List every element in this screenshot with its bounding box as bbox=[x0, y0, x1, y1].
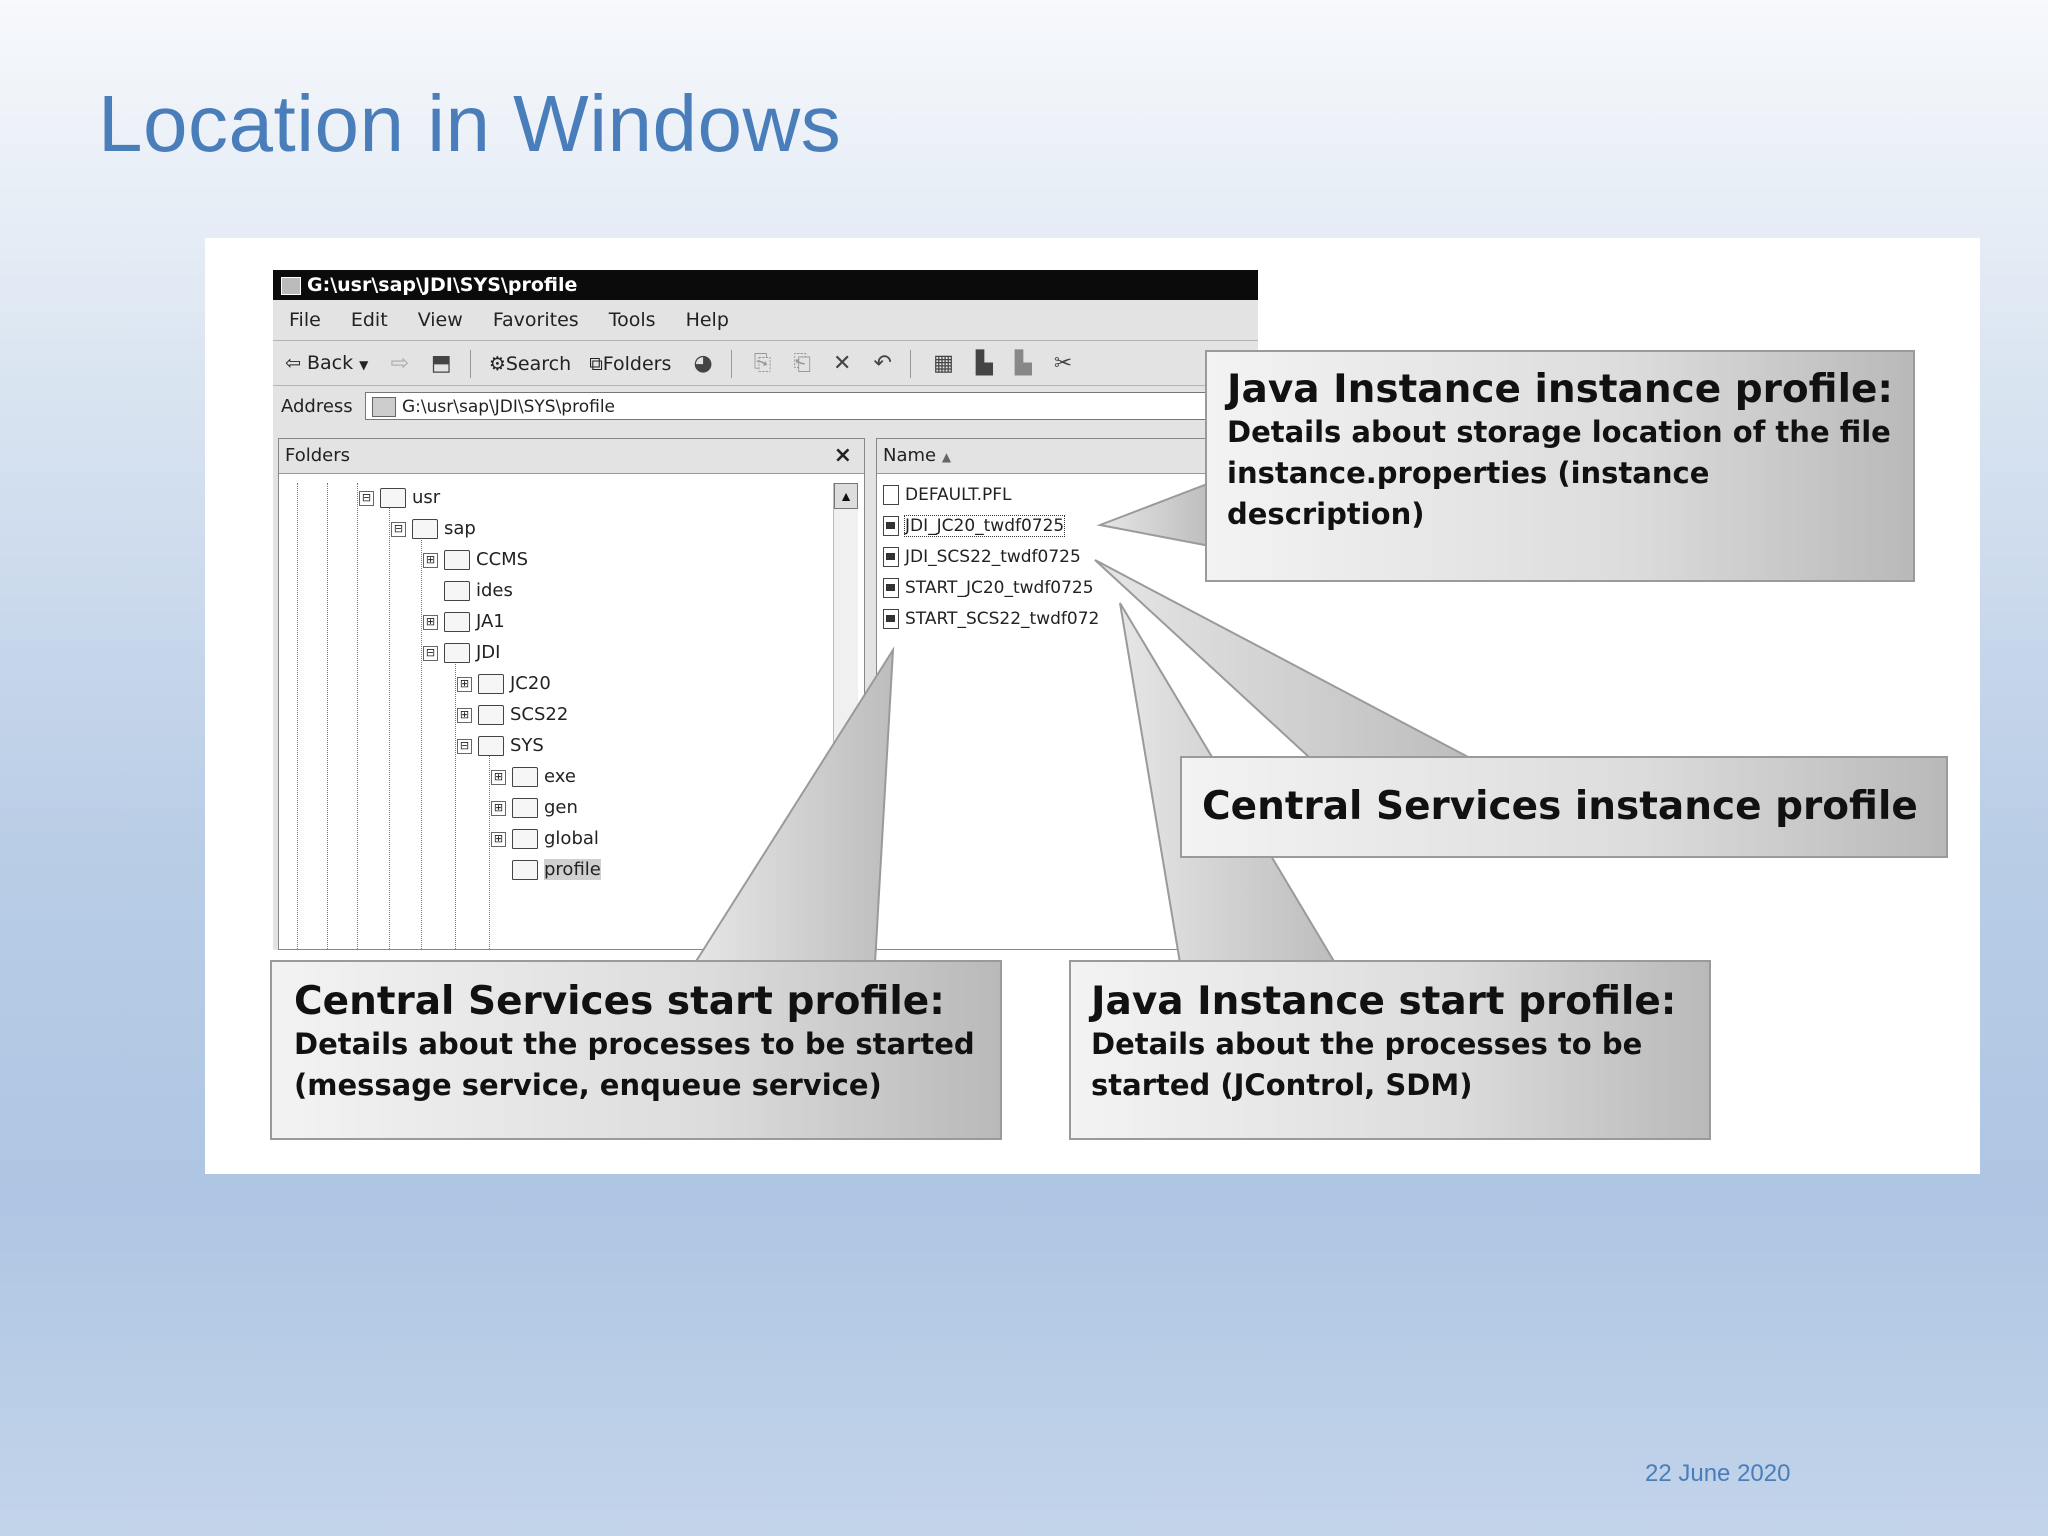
tree-item-jc20[interactable]: ⊞ JC20 bbox=[457, 669, 551, 699]
callout-java-instance-instance-profile bbox=[1205, 350, 1915, 582]
menu-file[interactable]: File bbox=[289, 309, 321, 331]
back-arrow-icon: ⇦ bbox=[285, 352, 301, 374]
screenshot-figure bbox=[205, 238, 1980, 1174]
forward-arrow-icon[interactable]: ⇨ bbox=[390, 351, 409, 376]
address-label: Address bbox=[281, 396, 353, 417]
folders-label: Folders bbox=[602, 353, 672, 375]
copy-to-icon[interactable]: ⎗ bbox=[793, 351, 811, 376]
tree-item-sys[interactable]: ⊟ SYS bbox=[457, 731, 544, 761]
window-title: G:\usr\sap\JDI\SYS\profile bbox=[307, 274, 578, 296]
expand-icon[interactable]: ⊞ bbox=[491, 770, 506, 785]
pointer-central-services-start bbox=[695, 650, 893, 963]
tree-item-exe[interactable]: ⊞ exe bbox=[491, 762, 576, 792]
file-row[interactable]: JDI_SCS22_twdf0725 bbox=[883, 543, 1081, 571]
menu-edit[interactable]: Edit bbox=[350, 309, 388, 331]
file-row[interactable]: START_SCS22_twdf072 bbox=[883, 605, 1099, 633]
callout-central-services-start-profile bbox=[270, 960, 1002, 1140]
menu-favorites[interactable]: Favorites bbox=[492, 309, 579, 331]
cut-icon[interactable]: ✂ bbox=[1053, 351, 1073, 376]
move-to-icon[interactable]: ⎘ bbox=[753, 351, 772, 376]
search-icon: ⚙ bbox=[488, 353, 506, 375]
expand-icon[interactable]: ⊞ bbox=[457, 677, 472, 692]
expand-icon[interactable]: ⊞ bbox=[423, 615, 438, 630]
close-icon[interactable]: × bbox=[833, 443, 852, 468]
tree-item-ides[interactable]: ides bbox=[423, 576, 513, 606]
callout-java-instance-start-profile bbox=[1069, 960, 1711, 1140]
folders-header-label: Folders bbox=[285, 445, 351, 466]
expand-icon[interactable]: ⊞ bbox=[457, 708, 472, 723]
up-folder-icon[interactable]: ⬒ bbox=[430, 351, 452, 376]
slide-title: Location in Windows bbox=[98, 79, 842, 168]
disconnect-drive-icon[interactable]: ▙ bbox=[1014, 351, 1032, 376]
tree-item-scs22[interactable]: ⊞ SCS22 bbox=[457, 700, 568, 730]
tree-item-profile[interactable]: profile bbox=[491, 855, 601, 885]
views-icon[interactable]: ▦ bbox=[933, 351, 954, 376]
history-icon[interactable]: ◕ bbox=[693, 351, 713, 376]
pointer-java-instance-instance bbox=[1100, 483, 1210, 546]
tree-item-ccms[interactable]: ⊞ CCMS bbox=[423, 545, 528, 575]
tree-item-global[interactable]: ⊞ global bbox=[491, 824, 599, 854]
callout-body: Details about storage location of the file instance.properties (instance description) bbox=[1227, 415, 1891, 531]
collapse-icon[interactable]: ⊟ bbox=[457, 739, 472, 754]
callout-title: Java Instance instance profile: bbox=[1227, 367, 1893, 412]
undo-icon[interactable]: ↶ bbox=[873, 351, 892, 376]
name-column-label: Name bbox=[883, 445, 937, 466]
menu-help[interactable]: Help bbox=[685, 309, 729, 331]
collapse-icon[interactable]: ⊟ bbox=[359, 491, 374, 506]
callout-central-services-instance-profile bbox=[1180, 756, 1948, 858]
search-label: Search bbox=[505, 353, 572, 375]
file-row[interactable]: DEFAULT.PFL bbox=[883, 481, 1012, 509]
menu-tools[interactable]: Tools bbox=[608, 309, 656, 331]
sort-ascending-icon: ▲ bbox=[941, 450, 952, 464]
address-value: G:\usr\sap\JDI\SYS\profile bbox=[402, 397, 616, 417]
callout-body: Details about the processes to be started (JControl, SDM) bbox=[1091, 1027, 1643, 1102]
expand-icon[interactable]: ⊞ bbox=[491, 801, 506, 816]
callout-title: Central Services start profile: bbox=[294, 979, 945, 1024]
chevron-down-icon: ▼ bbox=[359, 358, 369, 372]
scroll-up-icon[interactable]: ▲ bbox=[834, 483, 858, 509]
delete-icon[interactable]: ✕ bbox=[833, 351, 852, 376]
callout-title: Java Instance start profile: bbox=[1091, 979, 1677, 1024]
collapse-icon[interactable]: ⊟ bbox=[423, 646, 438, 661]
callout-title: Central Services instance profile bbox=[1202, 784, 1918, 829]
tree-item-gen[interactable]: ⊞ gen bbox=[491, 793, 578, 823]
callout-body: Details about the processes to be started (message service, enqueue service) bbox=[294, 1027, 975, 1102]
file-row[interactable]: START_JC20_twdf0725 bbox=[883, 574, 1094, 602]
menu-view[interactable]: View bbox=[417, 309, 463, 331]
tree-item-jdi[interactable]: ⊟ JDI bbox=[423, 638, 500, 668]
map-drive-icon[interactable]: ▙ bbox=[975, 351, 993, 376]
file-row[interactable]: JDI_JC20_twdf0725 bbox=[883, 512, 1064, 540]
collapse-icon[interactable]: ⊟ bbox=[391, 522, 406, 537]
expand-icon[interactable]: ⊞ bbox=[423, 553, 438, 568]
folders-icon: ⧉ bbox=[589, 353, 603, 375]
back-label: Back bbox=[306, 352, 354, 374]
tree-item-usr[interactable]: ⊟ usr bbox=[359, 483, 440, 513]
footer-date: 22 June 2020 bbox=[1645, 1460, 1791, 1487]
tree-item-ja1[interactable]: ⊞ JA1 bbox=[423, 607, 505, 637]
expand-icon[interactable]: ⊞ bbox=[491, 832, 506, 847]
tree-item-sap[interactable]: ⊟ sap bbox=[391, 514, 476, 544]
